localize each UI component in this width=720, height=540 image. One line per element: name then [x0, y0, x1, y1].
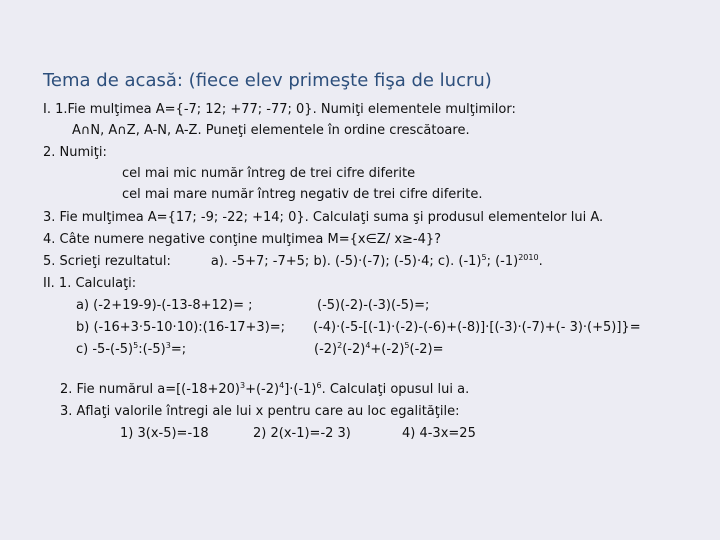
exercise-2-item-1: cel mai mic număr întreg de trei cifre diferite [122, 166, 416, 181]
calc-c-right-d: (-2)= [409, 342, 444, 357]
calc-c-left-a: c) -5-(-5) [76, 342, 134, 357]
exercise-5-end: . [538, 254, 543, 269]
calc-c-right-b: (-2) [342, 342, 366, 357]
calc-a-right: (-5)(-2)-(-3)(-5)=; [317, 298, 430, 313]
equation-2-3: 2) 2(x-1)=-2 3) [253, 426, 351, 441]
exponent: 3 [165, 341, 171, 350]
exponent: 3 [240, 381, 246, 390]
exercise-1-sets-line: A∩N, A∩Z, A-N, A-Z. Puneţi elementele în ordine crescătoare. [72, 123, 470, 138]
problem-3-line: 3. Aflaţi valorile întregi ale lui x pentru care au loc egalităţile: [60, 404, 460, 419]
exercise-5-text-b: ; (-1) [486, 254, 519, 269]
exercise-4-line: 4. Câte numere negative conţine mulţimea M={x∈Z/ x≥-4}? [43, 232, 442, 247]
problem-2-line [60, 382, 469, 398]
calc-c-right-a: (-2) [314, 342, 338, 357]
exponent: 2010 [518, 253, 539, 262]
exponent: 5 [133, 341, 139, 350]
exercise-3-line: 3. Fie mulţimea A={17; -9; -22; +14; 0}. Calculaţi suma şi produsul elementelor lui A. [43, 210, 604, 225]
problem-2-c: ]·(-1) [284, 382, 317, 397]
equation-1: 1) 3(x-5)=-18 [120, 426, 209, 441]
exercise-2-heading: 2. Numiţi: [43, 145, 107, 160]
calc-c-right [314, 342, 444, 358]
exponent: 4 [365, 341, 371, 350]
exercise-2-item-2: cel mai mare număr întreg negativ de trei cifre diferite. [122, 187, 483, 202]
calc-c-left [76, 342, 186, 358]
exponent: 5 [481, 253, 487, 262]
calc-a-left: a) (-2+19-9)-(-13-8+12)= ; [76, 298, 253, 313]
exercise-1-line: I. 1.Fie mulţimea A={-7; 12; +77; -77; 0}. Numiţi elementele mulţimilor: [43, 102, 516, 117]
exponent: 4 [279, 381, 285, 390]
calc-c-left-c: =; [170, 342, 187, 357]
exponent: 2 [337, 341, 343, 350]
exponent: 6 [316, 381, 322, 390]
problem-2-b: +(-2) [245, 382, 280, 397]
page-title: Tema de acasă: (fiece elev primeşte fişa de lucru) [43, 70, 492, 91]
exercise-5-label: 5. Scrieţi rezultatul: [43, 254, 171, 269]
calc-b-left: b) (-16+3·5-10·10):(16-17+3)=; [76, 320, 286, 335]
section-2-heading: II. 1. Calculaţi: [43, 276, 137, 291]
calc-b-right: (-4)·(-5-[(-1)·(-2)-(-6)+(-8)]·[(-3)·(-7)+(- 3)·(+5)]}= [313, 320, 641, 335]
exponent: 5 [404, 341, 410, 350]
problem-2-a: 2. Fie numărul a=[(-18+20) [60, 382, 240, 397]
exercise-5-line [43, 254, 543, 270]
calc-c-right-c: +(-2) [370, 342, 405, 357]
calc-c-left-b: :(-5) [138, 342, 166, 357]
exercise-5-text: a). -5+7; -7+5; b). (-5)·(-7); (-5)·4; c). (-1) [210, 254, 482, 269]
equation-4: 4) 4-3x=25 [402, 426, 476, 441]
problem-2-d: . Calculaţi opusul lui a. [321, 382, 470, 397]
